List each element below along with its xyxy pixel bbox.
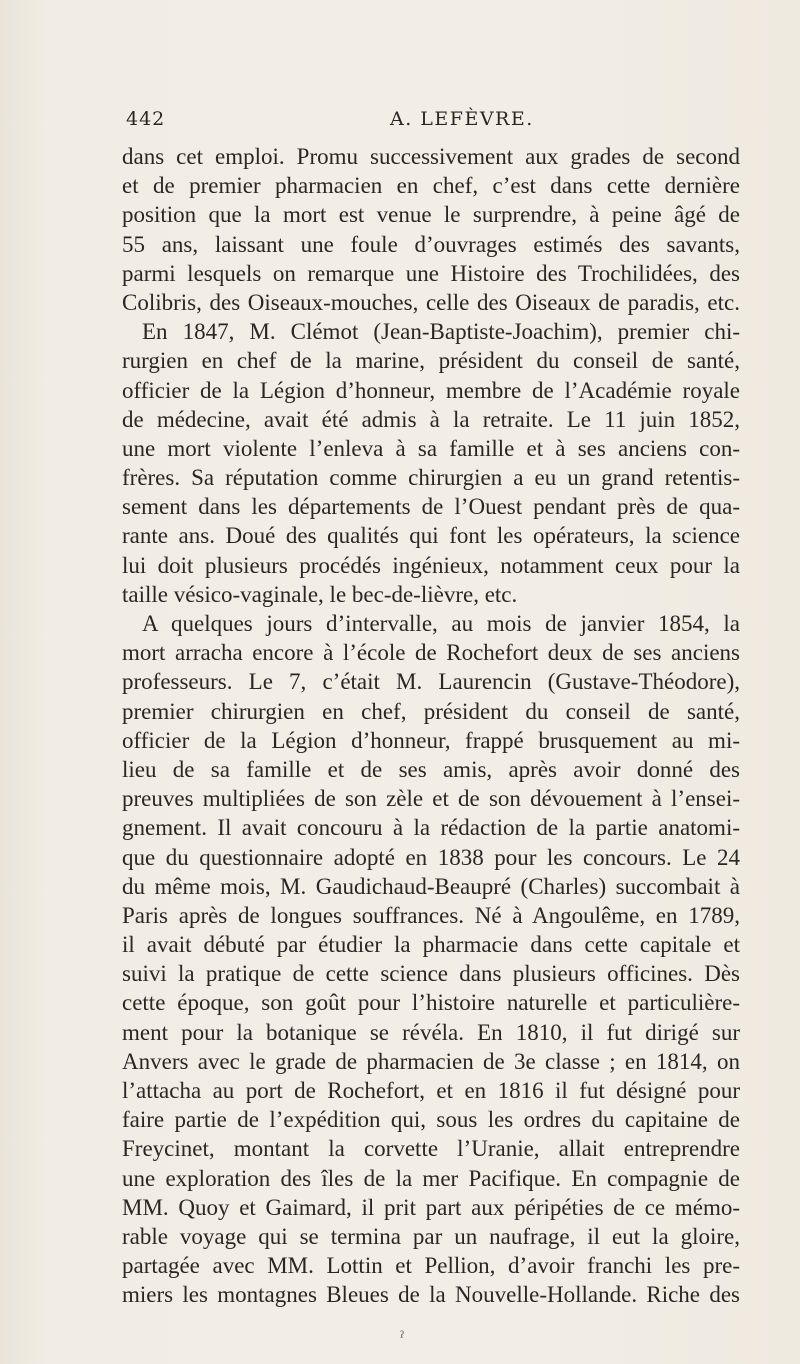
text-line: Paris après de longues souffrances. Né à Angoulême, en 1789, xyxy=(122,902,740,928)
text-line: Freycinet, montant la corvette l’Uranie, allait entreprendre xyxy=(122,1136,740,1162)
text-line: parmi lesquels on remarque une Histoire des Trochilidées, des xyxy=(122,260,740,286)
text-line: professeurs. Le 7, c’était M. Laurencin (Gustave-Théodore), xyxy=(122,669,740,695)
text-line: officier de la Légion d’honneur, membre de l’Académie royale xyxy=(122,377,740,403)
text-line: et de premier pharmacien en chef, c’est dans cette dernière xyxy=(122,173,740,199)
text-line: l’attacha au port de Rochefort, et en 1816 il fut désigné pour xyxy=(122,1078,740,1103)
page-header xyxy=(126,108,738,136)
text-line: premier chirurgien en chef, président du conseil de santé, xyxy=(122,698,740,724)
text-line: rante ans. Doué des qualités qui font les opérateurs, la science xyxy=(122,523,740,549)
text-line: faire partie de l’expédition qui, sous les ordres du capitaine de xyxy=(122,1107,740,1133)
text-line: Anvers avec le grade de pharmacien de 3e classe ; en 1814, on xyxy=(122,1048,740,1074)
text-line: gnement. Il avait concouru à la rédaction de la partie anatomi- xyxy=(122,815,740,841)
page-smudge-mark: ˀ xyxy=(400,1328,405,1347)
text-line: une mort violente l’enleva à sa famille et à ses anciens con- xyxy=(122,435,740,461)
text-line: une exploration des îles de la mer Pacifique. En compagnie de xyxy=(122,1165,740,1191)
body-text xyxy=(122,142,740,1310)
text-line: cette époque, son goût pour l’histoire naturelle et particulière- xyxy=(122,990,740,1016)
text-line: A quelques jours d’intervalle, au mois de janvier 1854, la xyxy=(142,611,740,636)
text-line: MM. Quoy et Gaimard, il prit part aux péripéties de ce mémo- xyxy=(122,1194,740,1220)
running-head: A. LEFÈVRE. xyxy=(390,108,534,130)
text-line: En 1847, M. Clémot (Jean-Baptiste-Joachim), premier chi- xyxy=(142,319,740,345)
text-line: lieu de sa famille et de ses amis, après avoir donné des xyxy=(122,756,740,782)
text-line: 55 ans, laissant une foule d’ouvrages estimés des savants, xyxy=(122,231,740,257)
text-line: preuves multipliées de son zèle et de son dévouement à l’ensei- xyxy=(122,786,740,812)
text-line: miers les montagnes Bleues de la Nouvelle-Hollande. Riche des xyxy=(122,1282,740,1308)
text-line: dans cet emploi. Promu successivement aux grades de second xyxy=(122,144,740,169)
text-line: suivi la pratique de cette science dans plusieurs officines. Dès xyxy=(122,961,740,987)
text-line: mort arracha encore à l’école de Rochefort deux de ses anciens xyxy=(122,640,740,666)
text-line: sement dans les départements de l’Ouest pendant près de qua- xyxy=(122,494,740,520)
text-line: frères. Sa réputation comme chirurgien a eu un grand retentis- xyxy=(122,465,740,491)
text-line: il avait débuté par étudier la pharmacie dans cette capitale et xyxy=(122,932,740,958)
text-line: Colibris, des Oiseaux-mouches, celle des Oiseaux de paradis, etc. xyxy=(122,289,740,315)
page-number: 442 xyxy=(126,108,166,130)
text-line: ment pour la botanique se révéla. En 1810, il fut dirigé sur xyxy=(122,1019,740,1045)
text-line: rable voyage qui se termina par un naufrage, il eut la gloire, xyxy=(122,1223,740,1249)
text-line: partagée avec MM. Lottin et Pellion, d’avoir franchi les pre- xyxy=(122,1253,740,1279)
text-line: officier de la Légion d’honneur, frappé brusquement au mi- xyxy=(122,727,740,753)
text-line: taille vésico-vaginale, le bec-de-lièvre, etc. xyxy=(122,581,518,607)
text-line: rurgien en chef de la marine, président du conseil de santé, xyxy=(122,348,740,374)
text-line: du même mois, M. Gaudichaud-Beaupré (Charles) succombait à xyxy=(122,873,740,899)
text-line: lui doit plusieurs procédés ingénieux, notamment ceux pour la xyxy=(122,552,740,578)
text-line: que du questionnaire adopté en 1838 pour les concours. Le 24 xyxy=(122,844,740,870)
text-line: position que la mort est venue le surprendre, à peine âgé de xyxy=(122,202,740,228)
text-line: de médecine, avait été admis à la retraite. Le 11 juin 1852, xyxy=(122,406,740,432)
